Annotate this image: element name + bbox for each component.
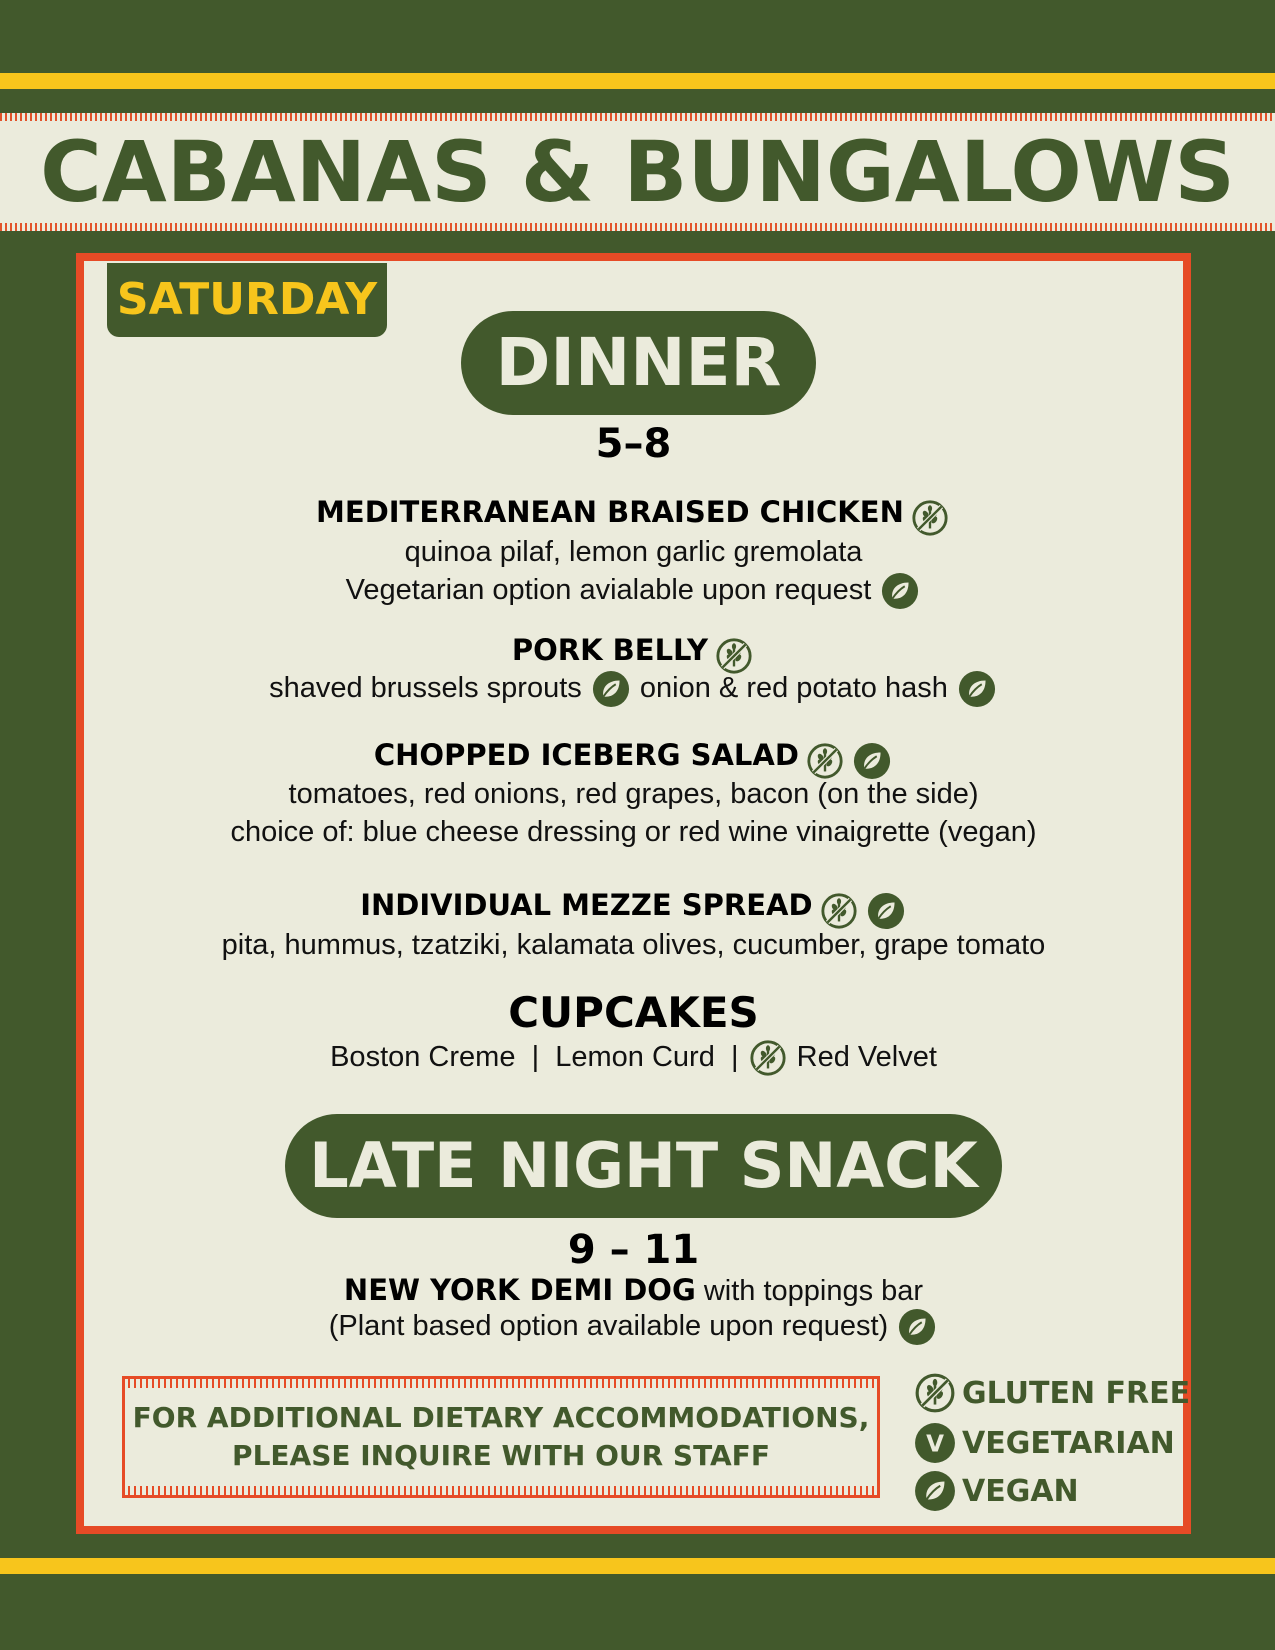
item-description: quinoa pilaf, lemon garlic gremolata (404, 536, 863, 568)
item-note (76, 568, 1191, 612)
vegan-icon (914, 1470, 956, 1512)
plant-based-option-text: (Plant based option available upon request) (328, 1310, 889, 1342)
late-night-heading: LATE NIGHT SNACK (285, 1114, 1002, 1218)
vegan-icon (958, 670, 996, 708)
page-title: CABANAS & BUNGALOWS (40, 123, 1235, 221)
legend-label: VEGETARIAN (962, 1425, 1175, 1461)
vegetarian-option-text: Vegetarian option avialable upon request (345, 574, 872, 606)
banner-top-edge (0, 113, 1275, 121)
vegan-icon (867, 892, 905, 930)
item-description (76, 666, 1191, 710)
cupcake-flavors (76, 1035, 1191, 1079)
top-yellow-stripe (0, 73, 1275, 89)
vegan-icon (592, 670, 630, 708)
bottom-yellow-stripe (0, 1558, 1275, 1574)
item-name: INDIVIDUAL MEZZE SPREAD (360, 888, 813, 922)
dietary-note-line-1: FOR ADDITIONAL DIETARY ACCOMMODATIONS, (132, 1401, 870, 1434)
gluten-free-icon (820, 892, 858, 930)
gluten-free-icon (806, 742, 844, 780)
legend-label: GLUTEN FREE (962, 1375, 1191, 1411)
flavor-boston-creme: Boston Creme (330, 1041, 516, 1073)
vegetarian-icon (914, 1422, 956, 1464)
dinner-time: 5–8 (595, 421, 672, 467)
item-name: PORK BELLY (511, 633, 709, 667)
dinner-heading: DINNER (461, 311, 816, 415)
day-tag: SATURDAY (107, 263, 387, 337)
flavor-red-velvet: Red Velvet (796, 1041, 937, 1073)
item-dressing-note: choice of: blue cheese dressing or red wine vinaigrette (vegan) (230, 816, 1037, 848)
menu-item-chicken (76, 490, 1191, 539)
dietary-note-line-2: PLEASE INQUIRE WITH OUR STAFF (232, 1439, 770, 1472)
legend-label: VEGAN (962, 1473, 1079, 1509)
item-description: pita, hummus, tzatziki, kalamata olives, cucumber, grape tomato (221, 929, 1046, 961)
side-1-text: shaved brussels sprouts (269, 672, 582, 704)
late-night-note (76, 1304, 1191, 1348)
dietary-note-box (122, 1376, 880, 1498)
gluten-free-icon (749, 1039, 787, 1077)
vegan-icon (898, 1308, 936, 1346)
flavor-lemon-curd: Lemon Curd (555, 1041, 715, 1073)
legend-vegan (912, 1468, 1079, 1514)
separator: | (531, 1041, 540, 1073)
item-description: with toppings bar (703, 1275, 924, 1307)
legend-vegetarian (912, 1420, 1175, 1466)
item-description: tomatoes, red onions, red grapes, bacon (on the side) (288, 778, 979, 810)
item-name: NEW YORK DEMI DOG (343, 1273, 696, 1307)
banner-bottom-edge (0, 223, 1275, 231)
item-name: CHOPPED ICEBERG SALAD (373, 738, 799, 772)
gluten-free-icon (914, 1372, 956, 1414)
cupcakes-heading: CUPCAKES (508, 988, 759, 1037)
vegan-icon (853, 742, 891, 780)
item-name: MEDITERRANEAN BRAISED CHICKEN (316, 495, 904, 529)
svg-text:V: V (926, 1431, 944, 1458)
gluten-free-icon (911, 499, 949, 537)
separator: | (730, 1041, 739, 1073)
menu-item-mezze-spread (76, 883, 1191, 932)
legend-gluten-free (912, 1370, 1190, 1416)
late-night-time: 9 – 11 (567, 1227, 700, 1273)
side-2-text: onion & red potato hash (639, 672, 948, 704)
vegan-icon (881, 572, 919, 610)
